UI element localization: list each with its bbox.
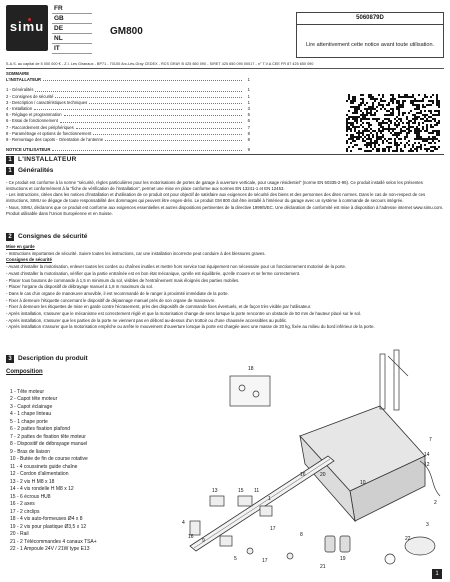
composition-item: 2 - Capot tête moteur: [10, 396, 58, 403]
safety-item: - Placer tous boutons de commande à 1,5 m minimum du sol, visibles de l'entraînement mais éloignés des parties mobiles.: [6, 277, 240, 283]
toc-label: 9 - Remontage des capots - Orientation de l'antenne: [6, 137, 104, 143]
toc-label: 7 - Raccordement des périphériques: [6, 124, 74, 130]
exploded-view-drawing: [150, 346, 446, 576]
heading-number: 2: [6, 233, 14, 241]
callout-label: 3: [426, 522, 429, 528]
toc-page: 8: [247, 137, 250, 143]
composition-item: 18 - 4 vis auto-formeuses Ø4 x 8: [10, 516, 83, 523]
composition-item: 10 - Butée de fin de course rotative: [10, 456, 88, 463]
composition-item: 16 - 2 axes: [10, 501, 35, 508]
composition-item: 19 - 2 vis pour plastique Ø3,5 x 12: [10, 523, 87, 530]
safety-item: - Avant d'installer la motorisation, vérifier que la partie entraînée est en bon état mécanique, qu'elle est équilibrée, qu'elle s'ouvre et se ferme correctement.: [6, 270, 301, 276]
toc-label: 5 - Réglage et programmation: [6, 112, 62, 118]
toc-leader: [93, 131, 242, 135]
toc-page: 1: [247, 99, 250, 105]
callout-label: 2: [434, 500, 437, 506]
toc-page: 1: [247, 77, 250, 83]
logo-text: simu: [9, 19, 45, 34]
toc-label: 6 - Essai de fonctionnement: [6, 118, 58, 124]
callout-label: 13: [212, 488, 218, 494]
composition-item: 21 - 2 Télécommandes 4 canaux TSA+: [10, 538, 97, 545]
toc-label: NOTICE UTILISATEUR: [6, 147, 51, 153]
callout-label: 19: [340, 556, 346, 562]
toc-leader: [105, 137, 242, 141]
toc-label: 4 - Installation: [6, 106, 33, 112]
composition-item: 15 - 6 écrous HU8: [10, 493, 51, 500]
section-title: L'INSTALLATEUR: [18, 156, 77, 163]
callout-label: 20: [320, 472, 326, 478]
securite-text: [6, 244, 444, 331]
callout-label: 17: [262, 558, 268, 564]
toc-leader: [64, 112, 242, 116]
generalites-text: [6, 180, 444, 217]
lang-fr: FR: [52, 4, 92, 14]
safety-item: - Après installation, s'assurer que les parties de la porte ne viennent pas en débord au-dessus d'un trottoir ou d'une chaussée accessibles au public.: [6, 317, 288, 323]
language-list: [52, 4, 92, 54]
callout-label: 4: [182, 520, 185, 526]
toc-leader: [34, 106, 242, 110]
callout-label: 7: [429, 437, 432, 443]
toc-page: 8: [247, 130, 250, 136]
callout-label: 21: [320, 564, 326, 570]
safety-item: - Avant d'installer la motorisation, enlever toutes les cordes ou chaînes inutiles et mettre hors service tout équipement non nécessaire pour un fonctionnement motorisé de la porte.: [6, 264, 347, 270]
section-number: 1: [6, 156, 14, 164]
remote-controls: [325, 536, 350, 552]
toc-page: 7: [247, 124, 250, 130]
small-parts: [190, 496, 293, 559]
composition-item: 4 - 1 chape linteau: [10, 411, 52, 418]
composition-item: 3 - Capot éclairage: [10, 403, 53, 410]
toc-row: [6, 147, 250, 153]
toc-label: 3 - Description / caractéristiques techniques: [6, 99, 88, 105]
callout-label: 8: [300, 532, 303, 538]
composition-item: 13 - 2 vis H M8 x 18: [10, 478, 55, 485]
composition-item: 8 - Dispositif de débrayage manuel: [10, 441, 88, 448]
ceiling-brackets: [380, 350, 408, 410]
heading-title: Description du produit: [18, 355, 88, 362]
callout-label: 5: [234, 556, 237, 562]
composition-item: 14 - 4 vis rondelle H M8 x 12: [10, 486, 74, 493]
safety-item: - Fixer à demeure les étiquettes de mise en garde contre l'écrasement, près des dispositifs de commande fixes éventuels, et de façon très visible par l'utilisateur.: [6, 304, 312, 310]
simu-logo: [6, 5, 48, 51]
callout-label: 22: [405, 536, 411, 542]
composition-item: 9 - Bras de liaison: [10, 448, 51, 455]
callout-label: 14: [424, 452, 430, 458]
callout-label: 1: [268, 496, 271, 502]
toc-leader: [76, 125, 242, 129]
doc-info-box: [296, 12, 444, 58]
callout-label: 11: [254, 488, 260, 494]
toc-label: 2 - Consignes de sécurité: [6, 93, 54, 99]
safety-item: - Après installation s'assurer que la motorisation empêche ou arrête le mouvement d'ouverture lorsque la porte est chargée avec une masse de 20 kg, fixée au milieu du bord inférieur de la porte.: [6, 324, 375, 330]
toc-leader: [89, 100, 242, 104]
heading-title: Généralités: [18, 167, 54, 174]
callout-label: 15: [238, 488, 244, 494]
toc-label: 1 - Généralités: [6, 87, 34, 93]
composition-title: Composition: [6, 369, 43, 375]
safety-item: - Placer l'organe du dispositif de débrayage manuel à 1,8 m maximum du sol.: [6, 284, 153, 290]
composition-item: 7 - 2 pattes de fixation tête moteur: [10, 433, 86, 440]
composition-item: 20 - Rail: [10, 531, 29, 538]
callout-label: 18: [248, 366, 254, 372]
toc-label: L'INSTALLATEUR: [6, 77, 42, 83]
mise-en-garde-title: Mise en garde: [6, 244, 35, 249]
lang-nl: NL: [52, 34, 92, 44]
heading-title: Consignes de sécurité: [18, 233, 88, 240]
callout-label: 10: [360, 480, 366, 486]
toc-page: 5: [247, 112, 250, 118]
toc-label: 8 - Paramétrage et options de fonctionnement: [6, 130, 92, 136]
safety-item: - Dans le cas d'un organe de manœuvre amovible, il est recommandé de le ranger à proximité immédiate de la porte.: [6, 290, 229, 296]
toc-leader: [35, 87, 242, 91]
table-of-contents: [6, 71, 250, 153]
model-name: GM800: [110, 26, 143, 37]
qr-code: [346, 94, 440, 152]
consignes-title: Consignes de sécurité: [6, 257, 52, 263]
lang-gb: GB: [52, 14, 92, 24]
callout-label: 16: [300, 472, 306, 478]
composition-item: 22 - 1 Ampoule 24V / 21W type E13: [10, 546, 90, 553]
lang-de: DE: [52, 24, 92, 34]
header-divider: [6, 68, 444, 69]
toc-leader: [52, 147, 242, 151]
safety-item: - Fixer à demeure l'étiquette concernant le dispositif de dépannage manuel près de son organe de manœuvre.: [6, 297, 216, 303]
screw-box: [230, 376, 270, 406]
composition-item: 5 - 1 chape porte: [10, 418, 48, 425]
composition-item: 6 - 2 pattes fixation plafond: [10, 426, 71, 433]
composition-item: 17 - 2 circlips: [10, 508, 40, 515]
callout-label: 17: [270, 526, 276, 532]
composition-item: 11 - 4 coussinets guide chaîne: [10, 463, 78, 470]
mise-en-garde-text: - Instructions importantes de sécurité. Suivre toutes les instructions, car une installation incorrecte peut conduire à des blessures graves.: [6, 250, 266, 256]
paragraph: - Nous, SIMU, déclarons que ce produit est conforme aux exigences essentielles et autres dispositions pertinentes de la directive 1999/5/EC. Une déclaration de conformité est mise à disposition à l'adresse internet www.simu.com. Produit utilisable dans l'Union Européenne et en Suisse.: [6, 204, 444, 216]
composition-item: 12 - Cordon d'alimentation: [10, 471, 69, 478]
company-line: S.A.S. au capital de 5 000 000 € - Z.I. Les Giranaux - BP71 - 70100 Arc-Lès-Gray CEDEX - RCS GRAY B 425 650 090 - SIRET 425 650 090 00017 - n° T.V.A CEE FR 87 425 650 090: [6, 62, 314, 66]
lang-it: IT: [52, 44, 92, 54]
toc-page: 1: [247, 87, 250, 93]
page-number: 1: [432, 569, 442, 579]
callout-label: 16: [188, 534, 194, 540]
paragraph: - Les instructions, citées dans les notices d'installation et d'utilisation de ce produit ont pour objectif de satisfaire aux exigences de sécurité des biens et des personnes des dites normes. Dans le cas de non-respect de ces instructions, SIMU se dégage de toute responsabilité des dommages qui peuvent être engen-drés. Le produit GM 800 doit être installé à l'intérieur du garage avec un système à commande de secours intégrée.: [6, 192, 426, 204]
callout-label: 9: [202, 538, 205, 544]
toc-page: 3: [247, 106, 250, 112]
safety-item: - Après installation, s'assurer que le mécanisme est correctement réglé et que la motorisation change de sens lorsque la porte rencontre un obstacle de 50 mm de hauteur placé sur le sol.: [6, 311, 362, 317]
callout-label: 12: [424, 462, 430, 468]
toc-page: 9: [247, 147, 250, 153]
read-notice: Lire attentivement cette notice avant toute utilisation.: [305, 42, 435, 48]
toc-leader: [43, 77, 242, 81]
toc-leader: [60, 118, 242, 122]
toc-page: 6: [247, 118, 250, 124]
composition-list: [10, 389, 150, 554]
section-installer: [6, 154, 444, 164]
heading-number: 3: [6, 355, 14, 363]
doc-code: 5060879D: [297, 13, 443, 25]
toc-title: SOMMAIRE: [6, 71, 30, 76]
toc-page: 1: [247, 93, 250, 99]
composition-item: 1 - Tête moteur: [10, 389, 45, 395]
toc-leader: [55, 94, 242, 98]
paragraph: - Ce produit est conforme à la norme "sécurité, règles particulières pour les motorisations de portes de garage à ouverture verticale, pour usage résidentiel" (norme EN 60335-2-95). Ce produit installé selon les présentes instructions et conformément à la "fiche de vérification de l'installation", permet une mise en place conforme aux normes EN 13241-1 et EN 12453.: [6, 180, 423, 191]
heading-number: 1: [6, 167, 14, 175]
